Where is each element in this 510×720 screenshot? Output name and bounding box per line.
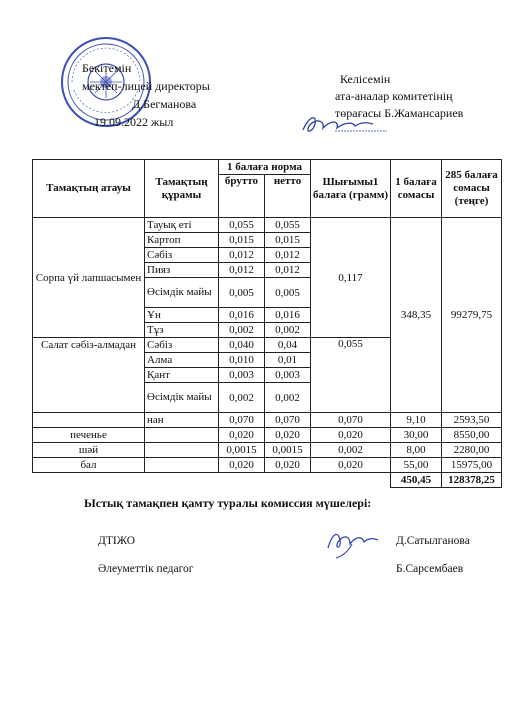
commission-title: Ыстық тамақпен қамту туралы комиссия мүшелері: xyxy=(84,496,372,510)
ingredient xyxy=(145,443,219,458)
header-yield: Шығымы1 балаға (грамм) xyxy=(311,160,391,218)
total-value: 2280,00 xyxy=(442,443,502,458)
net-value: 0,020 xyxy=(265,458,311,473)
table-row xyxy=(33,428,502,443)
header-per-child: 1 балаға сомасы xyxy=(391,160,442,218)
commission-role-1: ДТІЖО xyxy=(98,535,136,547)
net-value: 0,005 xyxy=(265,278,311,308)
gross-value: 0,020 xyxy=(219,458,265,473)
net-value: 0,002 xyxy=(265,323,311,338)
total-value: 99279,75 xyxy=(442,218,502,413)
yield-value: 0,020 xyxy=(311,428,391,443)
gross-value: 0,040 xyxy=(219,338,265,353)
yield-value: 0,055 xyxy=(311,338,391,413)
table-row xyxy=(33,218,502,233)
net-value: 0,0015 xyxy=(265,443,311,458)
ingredient: Сәбіз xyxy=(145,338,219,353)
ingredient xyxy=(145,428,219,443)
ingredient: нан xyxy=(145,413,219,428)
agreement-title: Келісемін xyxy=(340,72,391,86)
ingredient: Алма xyxy=(145,353,219,368)
per-child-value: 348,35 xyxy=(391,218,442,413)
header-total: 285 балаға сомасы (теңге) xyxy=(442,160,502,218)
ingredient: Өсімдік майы xyxy=(145,383,219,413)
gross-value: 0,015 xyxy=(219,233,265,248)
net-value: 0,016 xyxy=(265,308,311,323)
ingredient: Ұн xyxy=(145,308,219,323)
header-composition: Тамақтың құрамы xyxy=(145,160,219,218)
ingredient: Сәбіз xyxy=(145,248,219,263)
approval-position: мектеп-лицей директоры xyxy=(82,79,210,93)
gross-value: 0,012 xyxy=(219,263,265,278)
dish-name: Салат сәбіз-алмадан xyxy=(33,338,145,413)
net-value: 0,012 xyxy=(265,248,311,263)
approval-title: Бекітемін xyxy=(82,61,132,75)
ingredient: Қант xyxy=(145,368,219,383)
net-value: 0,01 xyxy=(265,353,311,368)
gross-value: 0,003 xyxy=(219,368,265,383)
gross-value: 0,012 xyxy=(219,248,265,263)
gross-value: 0,002 xyxy=(219,323,265,338)
total-value: 8550,00 xyxy=(442,428,502,443)
approval-name: Д.Бегманова xyxy=(132,97,197,111)
yield-value: 0,117 xyxy=(311,218,391,338)
commission-role-2: Әлеуметтік педагог xyxy=(98,563,194,575)
item-name: бал xyxy=(33,458,145,473)
yield-value: 0,020 xyxy=(311,458,391,473)
commission-name-1: Д.Сатылганова xyxy=(396,535,470,547)
item-name: печенье xyxy=(33,428,145,443)
header-norm: 1 балаға норма xyxy=(219,160,311,175)
net-value: 0,002 xyxy=(265,383,311,413)
yield-value: 0,070 xyxy=(311,413,391,428)
gross-value: 0,070 xyxy=(219,413,265,428)
net-value: 0,020 xyxy=(265,428,311,443)
commission-name-2: Б.Сарсембаев xyxy=(396,563,464,575)
menu-table xyxy=(32,159,502,488)
dish-name: Сорпа үй лапшасымен xyxy=(33,218,145,338)
gross-value: 0,020 xyxy=(219,428,265,443)
net-value: 0,070 xyxy=(265,413,311,428)
total-value: 15975,00 xyxy=(442,458,502,473)
gross-value: 0,005 xyxy=(219,278,265,308)
item-name: шәй xyxy=(33,443,145,458)
per-child-value: 8,00 xyxy=(391,443,442,458)
item-name xyxy=(33,413,145,428)
ingredient: Пияз xyxy=(145,263,219,278)
gross-value: 0,016 xyxy=(219,308,265,323)
grand-total: 128378,25 xyxy=(442,473,502,488)
gross-value: 0,0015 xyxy=(219,443,265,458)
ingredient: Тауық еті xyxy=(145,218,219,233)
net-value: 0,003 xyxy=(265,368,311,383)
net-value: 0,04 xyxy=(265,338,311,353)
net-value: 0,015 xyxy=(265,233,311,248)
ingredient: Өсімдік майы xyxy=(145,278,219,308)
approval-date: 19.09.2022 жыл xyxy=(94,115,174,129)
net-value: 0,012 xyxy=(265,263,311,278)
ingredient xyxy=(145,458,219,473)
header-net: нетто xyxy=(265,175,311,218)
gross-value: 0,002 xyxy=(219,383,265,413)
table-row xyxy=(33,413,502,428)
table-row xyxy=(33,443,502,458)
header-dish-name: Тамақтың атауы xyxy=(33,160,145,218)
ingredient: Картоп xyxy=(145,233,219,248)
gross-value: 0,055 xyxy=(219,218,265,233)
agreement-name: төрағасы Б.Жамансариев xyxy=(335,106,464,120)
net-value: 0,055 xyxy=(265,218,311,233)
header-gross: брутто xyxy=(219,175,265,218)
totals-row xyxy=(33,473,502,488)
total-value: 2593,50 xyxy=(442,413,502,428)
gross-value: 0,010 xyxy=(219,353,265,368)
ingredient: Тұз xyxy=(145,323,219,338)
signature-icon xyxy=(322,522,382,560)
approval-block xyxy=(82,59,210,131)
per-child-value: 55,00 xyxy=(391,458,442,473)
agreement-position: ата-аналар комитетінің xyxy=(335,89,453,103)
per-child-total: 450,45 xyxy=(391,473,442,488)
signature-icon xyxy=(295,108,390,140)
table-row xyxy=(33,458,502,473)
yield-value: 0,002 xyxy=(311,443,391,458)
per-child-value: 9,10 xyxy=(391,413,442,428)
per-child-value: 30,00 xyxy=(391,428,442,443)
